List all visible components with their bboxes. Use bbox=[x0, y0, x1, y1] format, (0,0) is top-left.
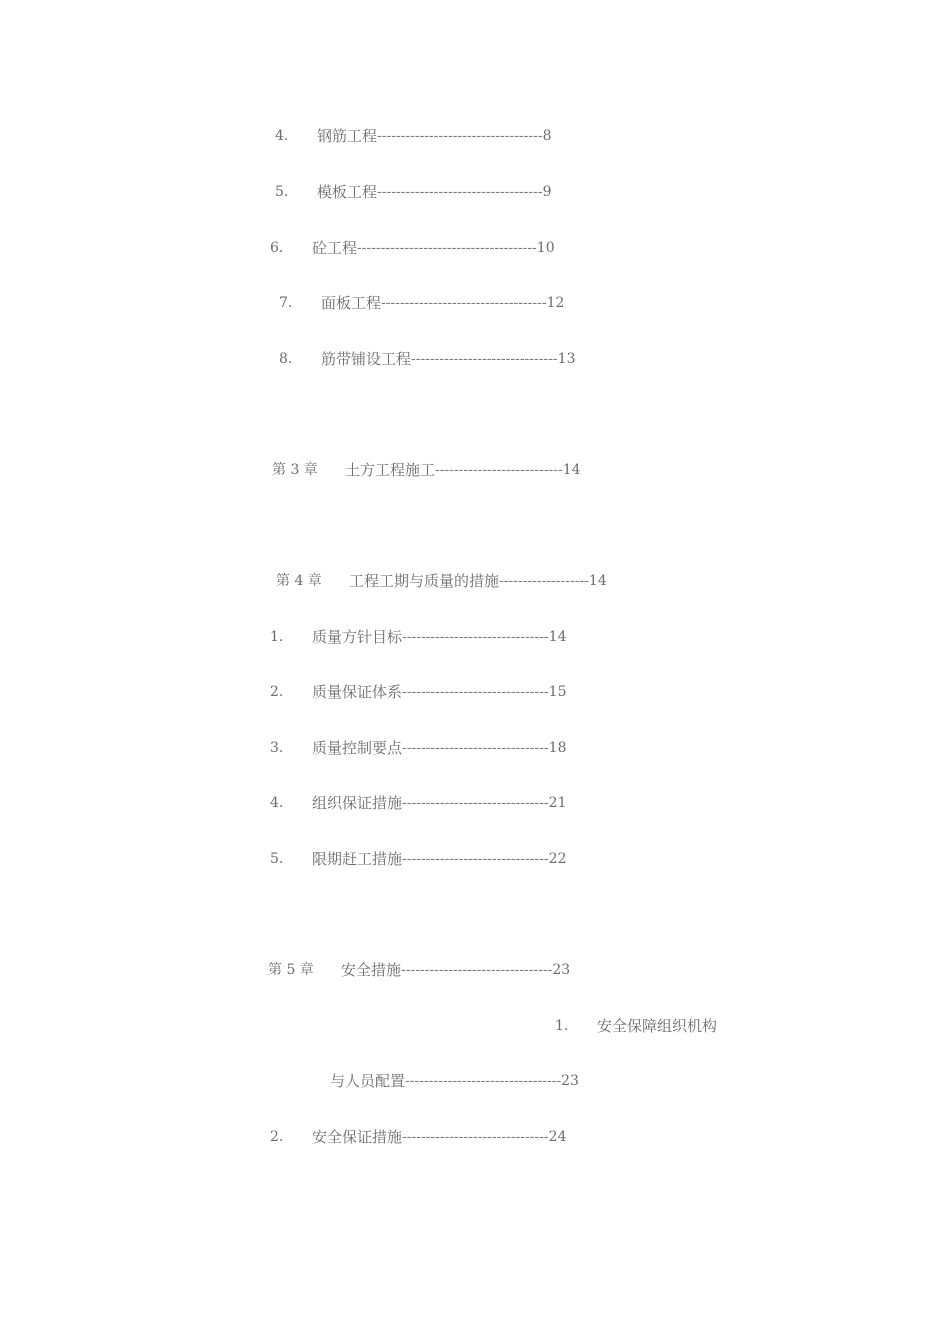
toc-entry-number: 5. bbox=[275, 184, 289, 200]
toc-entry[interactable] bbox=[270, 847, 567, 871]
toc-entry-leader: -------------------------------------- bbox=[357, 240, 537, 256]
toc-entry-page: 10 bbox=[536, 240, 555, 256]
toc-chapter-entry[interactable] bbox=[268, 958, 570, 982]
toc-entry-title: 钢筋工程 bbox=[317, 127, 378, 145]
toc-entry-title: 工程工期与质量的措施 bbox=[349, 572, 500, 590]
toc-entry[interactable] bbox=[275, 180, 552, 204]
toc-entry-title: 安全保障组织机构 bbox=[597, 1017, 718, 1035]
toc-entry-continuation[interactable] bbox=[330, 1069, 579, 1093]
toc-entry-number: 3. bbox=[270, 740, 284, 756]
toc-entry-title: 安全措施 bbox=[341, 961, 402, 979]
toc-entry[interactable] bbox=[270, 736, 567, 760]
toc-entry-page: 22 bbox=[548, 851, 567, 867]
toc-entry-title: 面板工程 bbox=[321, 294, 382, 312]
toc-entry-number: 2. bbox=[270, 1129, 284, 1145]
toc-chapter-entry[interactable] bbox=[272, 458, 581, 482]
toc-entry-page: 9 bbox=[542, 184, 552, 200]
toc-entry-leader: --------------------------- bbox=[435, 462, 563, 478]
toc-entry-title: 限期赶工措施 bbox=[312, 850, 403, 868]
toc-entry-page: 13 bbox=[557, 351, 576, 367]
toc-entry-page: 21 bbox=[548, 795, 567, 811]
toc-entry-leader: ------------------------------- bbox=[402, 795, 549, 811]
toc-entry-page: 18 bbox=[548, 740, 567, 756]
toc-entry-title: 质量保证体系 bbox=[312, 683, 403, 701]
toc-chapter-entry[interactable] bbox=[276, 569, 607, 593]
toc-entry-title: 质量方针目标 bbox=[312, 628, 403, 646]
toc-chapter-number: 第 5 章 bbox=[268, 962, 314, 978]
toc-entry-number: 8. bbox=[279, 351, 293, 367]
toc-entry-title: 质量控制要点 bbox=[312, 739, 403, 757]
toc-entry-page: 12 bbox=[546, 295, 565, 311]
toc-entry-number: 6. bbox=[270, 240, 284, 256]
toc-entry-page: 14 bbox=[548, 629, 567, 645]
toc-entry-leader: -------------------------------- bbox=[401, 962, 553, 978]
toc-entry-leader: --------------------------------- bbox=[405, 1073, 562, 1089]
toc-entry[interactable] bbox=[270, 680, 567, 704]
toc-entry-number: 7. bbox=[279, 295, 293, 311]
toc-entry-title: 模板工程 bbox=[317, 183, 378, 201]
toc-entry-title: 筋带铺设工程 bbox=[321, 350, 412, 368]
toc-entry[interactable] bbox=[270, 625, 567, 649]
toc-entry-leader: ------------------------------- bbox=[402, 740, 549, 756]
toc-entry[interactable] bbox=[279, 347, 576, 371]
toc-entry-page: 14 bbox=[562, 462, 581, 478]
toc-entry[interactable] bbox=[275, 124, 552, 148]
toc-entry[interactable] bbox=[279, 291, 564, 315]
toc-entry[interactable] bbox=[270, 236, 555, 260]
toc-entry-number: 4. bbox=[270, 795, 284, 811]
toc-entry-leader: ------------------------------- bbox=[402, 1129, 549, 1145]
toc-entry-title: 与人员配置 bbox=[330, 1072, 406, 1090]
toc-entry-leader: ----------------------------------- bbox=[377, 128, 543, 144]
toc-chapter-number: 第 4 章 bbox=[276, 573, 322, 589]
toc-entry[interactable] bbox=[270, 1125, 567, 1149]
toc-entry-title: 组织保证措施 bbox=[312, 794, 403, 812]
toc-entry-number: 2. bbox=[270, 684, 284, 700]
toc-entry[interactable] bbox=[555, 1014, 717, 1038]
toc-entry-leader: ------------------------------- bbox=[411, 351, 558, 367]
toc-entry-page: 15 bbox=[548, 684, 567, 700]
toc-entry-page: 24 bbox=[548, 1129, 567, 1145]
toc-entry-number: 4. bbox=[275, 128, 289, 144]
toc-entry-number: 5. bbox=[270, 851, 284, 867]
toc-entry-page: 14 bbox=[588, 573, 607, 589]
toc-entry-leader: ------------------------------- bbox=[402, 629, 549, 645]
toc-entry[interactable] bbox=[270, 791, 567, 815]
toc-entry-title: 土方工程施工 bbox=[345, 461, 436, 479]
toc-entry-title: 安全保证措施 bbox=[312, 1128, 403, 1146]
toc-entry-page: 8 bbox=[542, 128, 552, 144]
toc-entry-number: 1. bbox=[270, 629, 284, 645]
toc-entry-leader: ------------------------------- bbox=[402, 851, 549, 867]
toc-entry-leader: ----------------------------------- bbox=[381, 295, 547, 311]
toc-entry-number: 1. bbox=[555, 1018, 569, 1034]
toc-entry-leader: ----------------------------------- bbox=[377, 184, 543, 200]
toc-entry-leader: ------------------------------- bbox=[402, 684, 549, 700]
toc-entry-title: 砼工程 bbox=[312, 239, 358, 257]
toc-entry-page: 23 bbox=[552, 962, 571, 978]
toc-entry-leader: ------------------- bbox=[499, 573, 589, 589]
toc-entry-page: 23 bbox=[561, 1073, 579, 1089]
toc-chapter-number: 第 3 章 bbox=[272, 462, 318, 478]
